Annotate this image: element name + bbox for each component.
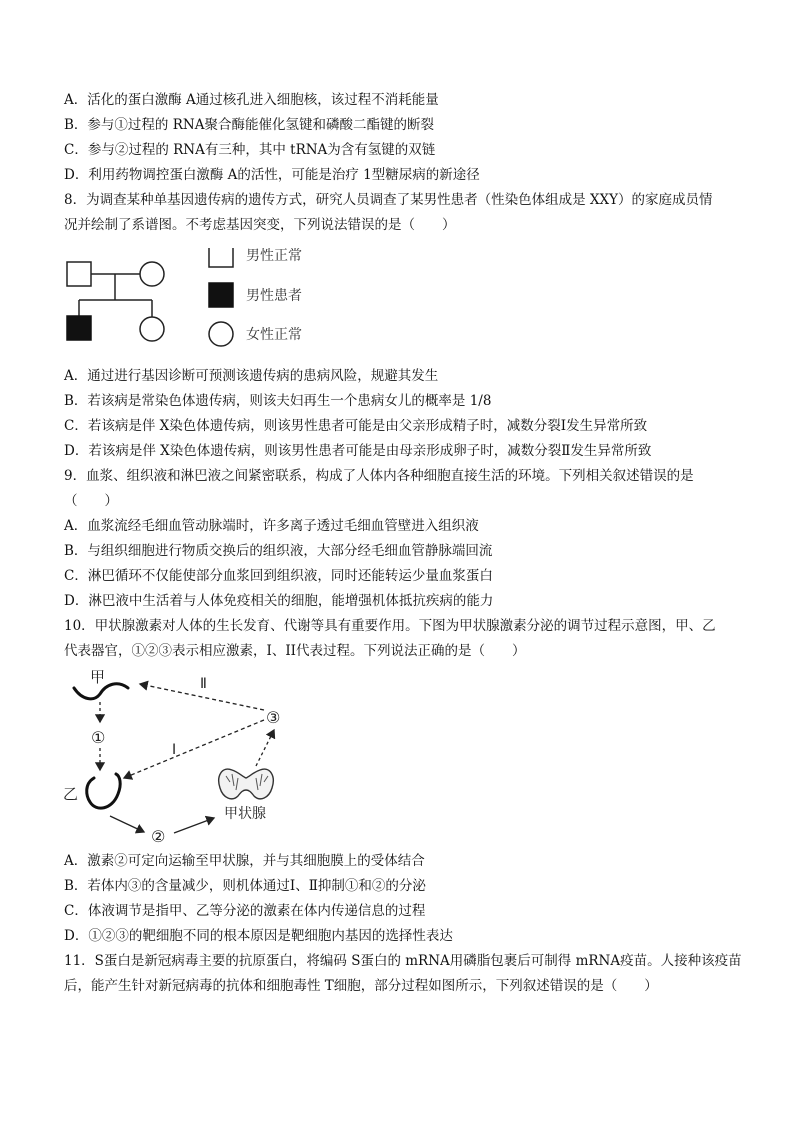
legend-affected-male-label: 男性患者: [246, 288, 302, 304]
arrow-2-to-thyroid: [174, 818, 214, 833]
arrow-yi-to-2: [110, 816, 144, 832]
thyroid-regulation-diagram: [60, 666, 320, 851]
q10-stem-line1: 10．甲状腺激素对人体的生长发育、代谢等具有重要作用。下图为甲状腺激素分泌的调节过程示意图，甲、乙: [64, 618, 716, 634]
hormone-1-label: ①: [91, 728, 106, 747]
q8-option-d: D．若该病是伴 X染色体遗传病，则该男性患者可能是由母亲形成卵子时，减数分裂Ⅱ发生异常所致: [64, 443, 652, 459]
q10-option-b: B．若体内③的含量减少，则机体通过Ⅰ、Ⅱ抑制①和②的分泌: [64, 878, 426, 894]
q7-option-c: C．参与②过程的 RNA有三种，其中 tRNA为含有氢键的双链: [64, 142, 436, 158]
arrow-process-1: [124, 720, 264, 778]
q9-stem-line1: 9．血浆、组织液和淋巴液之间紧密联系，构成了人体内各种细胞直接生活的环境。下列相关叙述错误的是: [64, 468, 694, 484]
organ-yi-shape: [87, 774, 120, 808]
q8-option-c: C．若该病是伴 X染色体遗传病，则该男性患者可能是由父亲形成精子时，减数分裂Ⅰ发生异常所致: [64, 418, 648, 434]
pedigree-chart: [60, 248, 360, 360]
pedigree-daughter: [140, 317, 164, 341]
pedigree-father: [67, 262, 91, 286]
organ-jia-label: 甲: [90, 668, 106, 686]
q10-option-c: C．体液调节是指甲、乙等分泌的激素在体内传递信息的过程: [64, 903, 426, 919]
pedigree-affected-son: [67, 316, 91, 340]
q8-option-a: A．通过进行基因诊断可预测该遗传病的患病风险，规避其发生: [64, 368, 439, 384]
legend-affected-male-symbol: [209, 283, 233, 307]
process-1-label: Ⅰ: [172, 742, 177, 758]
hormone-3-label: ③: [266, 708, 281, 727]
q9-option-a: A．血浆流经毛细血管动脉端时，许多离子透过毛细血管壁进入组织液: [64, 518, 479, 534]
thyroid-label: 甲状腺: [224, 806, 266, 822]
pedigree-mother: [140, 262, 164, 286]
q9-option-d: D．淋巴液中生活着与人体免疫相关的细胞，能增强机体抵抗疾病的能力: [64, 593, 494, 609]
q11-stem-line1: 11．S蛋白是新冠病毒主要的抗原蛋白，将编码 S蛋白的 mRNA用磷脂包裹后可制得 mRNA疫苗。人接种该疫苗: [64, 953, 742, 969]
legend-normal-male-label: 男性正常: [246, 248, 302, 264]
q7-option-a: A．活化的蛋白激酶 A通过核孔进入细胞核，该过程不消耗能量: [64, 92, 439, 108]
q10-option-d: D．①②③的靶细胞不同的根本原因是靶细胞内基因的选择性表达: [64, 928, 453, 944]
q11-stem-line2: 后，能产生针对新冠病毒的抗体和细胞毒性 T细胞，部分过程如图所示，下列叙述错误的是（ ）: [64, 978, 658, 994]
q7-option-d: D．利用药物调控蛋白激酶 A的活性，可能是治疗 1型糖尿病的新途径: [64, 167, 480, 183]
q8-stem-line2: 况并绘制了系谱图。不考虑基因突变，下列说法错误的是（ ）: [64, 217, 456, 233]
legend-normal-female-label: 女性正常: [246, 327, 302, 343]
organ-yi-label: 乙: [63, 785, 79, 803]
q8-option-b: B．若该病是常染色体遗传病，则该夫妇再生一个患病女儿的概率是 1/8: [64, 393, 492, 409]
legend-normal-female-symbol: [209, 322, 233, 346]
q9-stem-line2: （ ）: [64, 493, 118, 509]
q9-option-c: C．淋巴循环不仅能使部分血浆回到组织液，同时还能转运少量血浆蛋白: [64, 568, 493, 584]
arrow-thyroid-to-3: [256, 730, 274, 766]
thyroid-gland-shape: [219, 769, 274, 799]
q9-option-b: B．与组织细胞进行物质交换后的组织液，大部分经毛细血管静脉端回流: [64, 543, 493, 559]
q7-option-b: B．参与①过程的 RNA聚合酶能催化氢键和磷酸二酯键的断裂: [64, 117, 434, 133]
q10-option-a: A．激素②可定向运输至甲状腺，并与其细胞膜上的受体结合: [64, 853, 425, 869]
organ-jia-shape: [74, 684, 128, 699]
hormone-2-label: ②: [151, 827, 166, 846]
legend-normal-male-symbol: [209, 248, 233, 267]
q10-stem-line2: 代表器官，①②③表示相应激素，I、II代表过程。下列说法正确的是（ ）: [64, 643, 526, 659]
process-2-label: Ⅱ: [200, 676, 207, 692]
q8-stem-line1: 8．为调查某种单基因遗传病的遗传方式，研究人员调查了某男性患者（性染色体组成是 XXY）的家庭成员情: [64, 192, 713, 208]
